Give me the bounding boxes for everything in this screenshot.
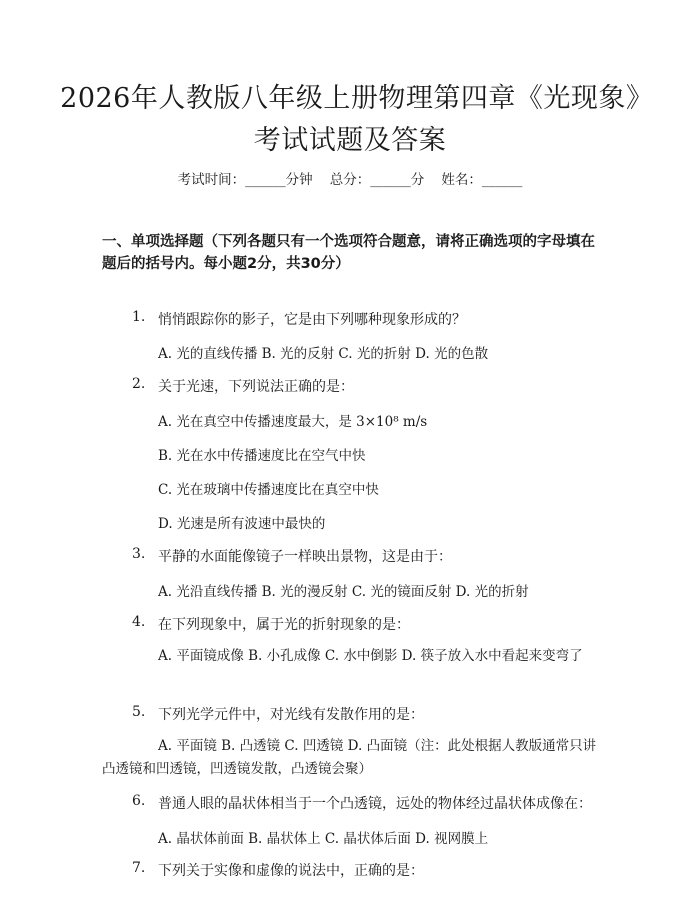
question-5-text: 下列光学元件中，对光线有发散作用的是： xyxy=(158,707,424,723)
section-heading: 一、单项选择题（下列各题只有一个选项符合题意，请将正确选项的字母填在题后的括号内。每小题2分，共30分） xyxy=(102,234,595,272)
question-2-option-c: C. 光在玻璃中传播速度比在真空中快 xyxy=(158,482,379,498)
question-1-text: 悄悄跟踪你的影子，它是由下列哪种现象形成的？ xyxy=(158,312,466,328)
question-3-text: 平静的水面能像镜子一样映出景物，这是由于： xyxy=(158,549,452,565)
question-3-number: 3. xyxy=(132,546,146,562)
exam-meta-line: 考试时间：______分钟 总分：______分 姓名：______ xyxy=(177,172,523,188)
question-2-text: 关于光速，下列说法正确的是： xyxy=(158,379,354,395)
question-4-text: 在下列现象中，属于光的折射现象的是： xyxy=(158,617,410,633)
question-6-options: A. 晶状体前面 B. 晶状体上 C. 晶状体后面 D. 视网膜上 xyxy=(158,831,489,847)
question-2-option-d: D. 光速是所有波速中最快的 xyxy=(158,516,326,532)
question-2-option-b: B. 光在水中传播速度比在空气中快 xyxy=(158,448,366,464)
question-2-number: 2. xyxy=(132,376,146,392)
question-4-options: A. 平面镜成像 B. 小孔成像 C. 水中倒影 D. 筷子放入水中看起来变弯了 xyxy=(158,648,583,664)
question-5-options: A. 平面镜 B. 凸透镜 C. 凹透镜 D. 凸面镜（注：此处根据人教版通常只讲凸透镜和凹透镜，凹透镜发散，凸透镜会聚） xyxy=(102,738,597,777)
question-6-text: 普通人眼的晶状体相当于一个凸透镜，远处的物体经过晶状体成像在： xyxy=(158,796,592,812)
question-1-options: A. 光的直线传播 B. 光的反射 C. 光的折射 D. 光的色散 xyxy=(158,346,489,362)
question-2-option-a: A. 光在真空中传播速度最大，是 3×10⁸ m/s xyxy=(158,414,428,430)
question-5-number: 5. xyxy=(132,704,146,720)
question-4-number: 4. xyxy=(132,614,146,630)
question-1-number: 1. xyxy=(132,309,146,325)
question-7-number: 7. xyxy=(132,860,146,876)
question-7-text: 下列关于实像和虚像的说法中，正确的是： xyxy=(158,863,424,879)
page-title: 2026年人教版八年级上册物理第四章《光现象》考试试题及答案 xyxy=(60,83,640,156)
question-3-options: A. 光沿直线传播 B. 光的漫反射 C. 光的镜面反射 D. 光的折射 xyxy=(158,584,529,600)
question-6-number: 6. xyxy=(132,793,146,809)
